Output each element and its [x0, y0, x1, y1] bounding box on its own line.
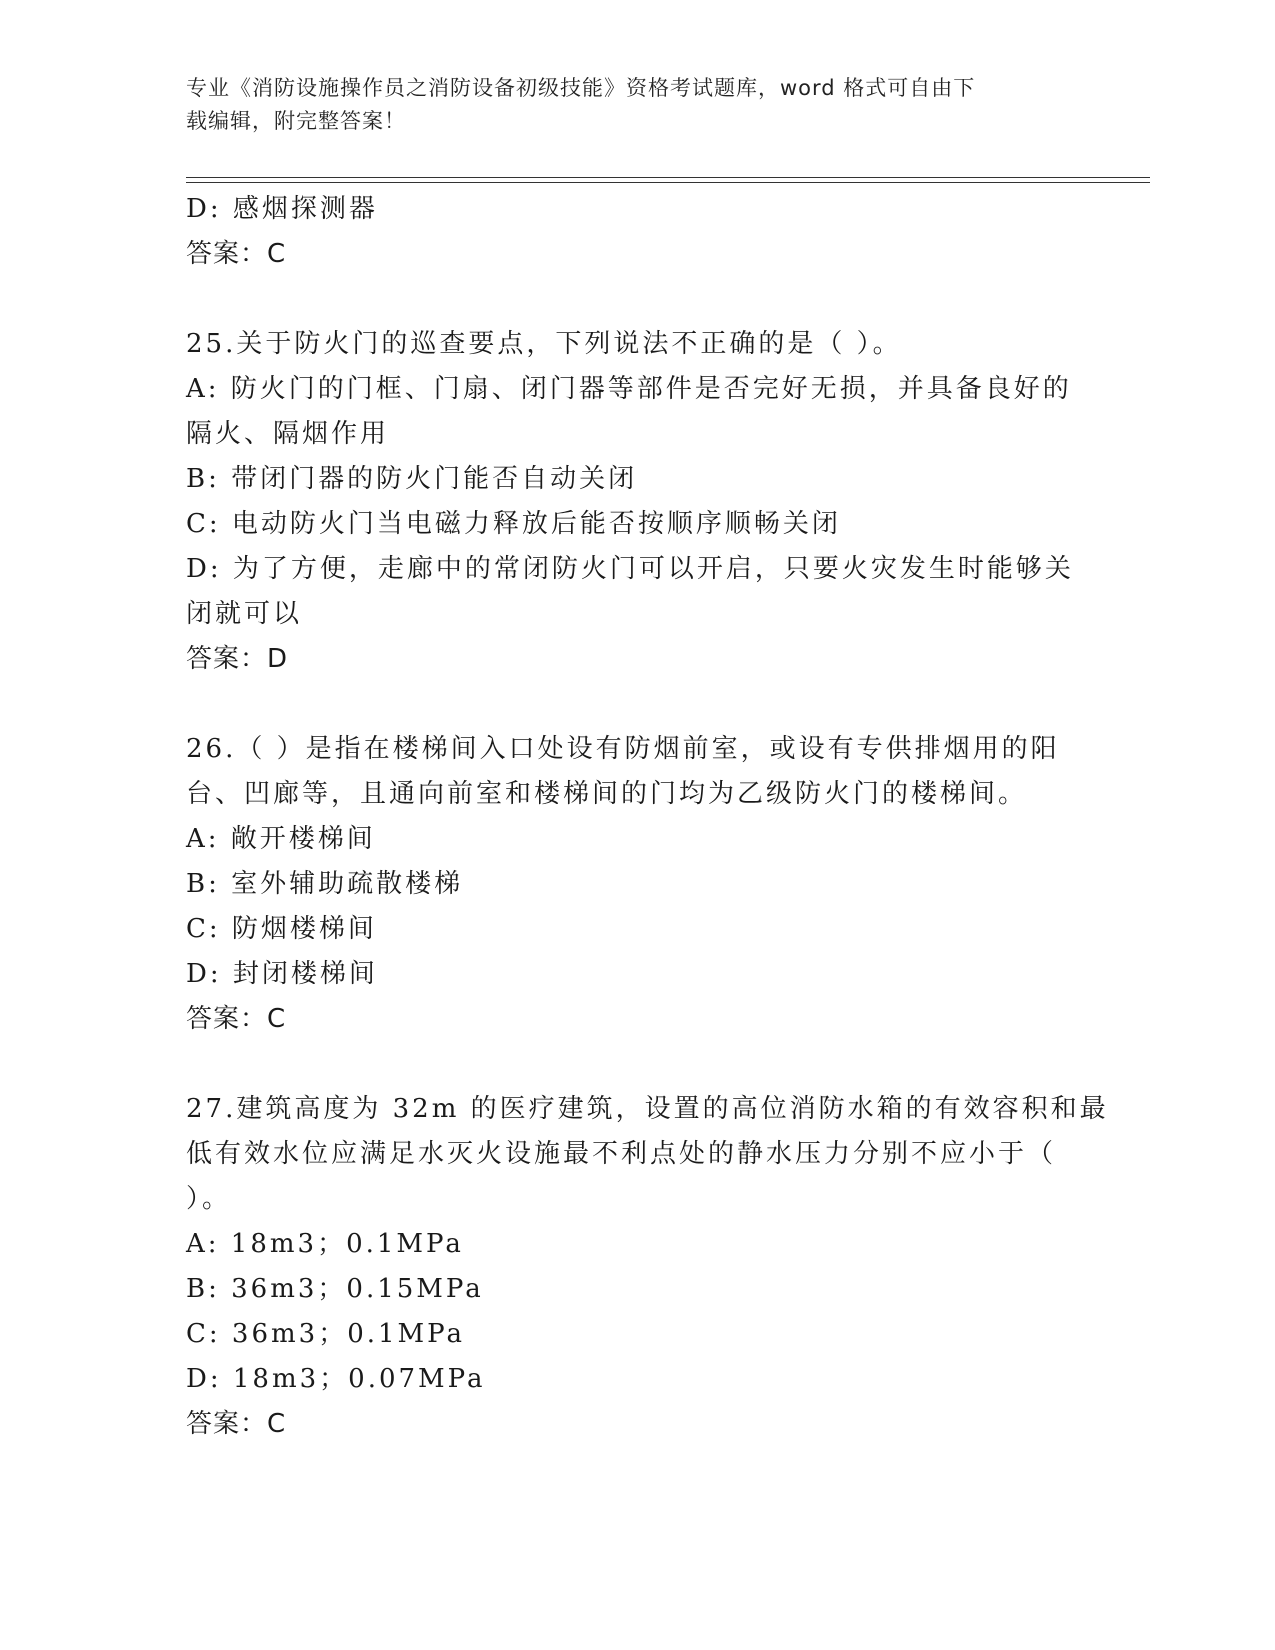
option-b: B: 室外辅助疏散楼梯: [186, 869, 464, 899]
header-line-1: 专业《消防设施操作员之消防设备初级技能》资格考试题库，word 格式可自由下: [186, 76, 976, 100]
question-25: [186, 322, 1086, 682]
answer: 答案：C: [186, 1409, 287, 1439]
option-c: C: 电动防火门当电磁力释放后能否按顺序顺畅关闭: [186, 509, 841, 539]
answer: 答案：D: [186, 644, 289, 674]
option-d: D: 封闭楼梯间: [186, 959, 378, 989]
option-a: A: 敞开楼梯间: [186, 824, 376, 854]
option-d: D: 感烟探测器: [186, 194, 378, 224]
question-stem: 27.建筑高度为 32m 的医疗建筑，设置的高位消防水箱的有效容积和最: [186, 1094, 1109, 1124]
option-a-cont: 隔火、隔烟作用: [186, 419, 390, 449]
header-line-2: 载编辑，附完整答案！: [186, 109, 406, 133]
option-a: A: 防火门的门框、门扇、闭门器等部件是否完好无损，并具备良好的: [186, 374, 1072, 404]
answer: 答案：C: [186, 1004, 287, 1034]
option-d: D: 为了方便，走廊中的常闭防火门可以开启，只要火灾发生时能够关: [186, 554, 1074, 584]
option-d-cont: 闭就可以: [186, 599, 303, 629]
option-b: B: 带闭门器的防火门能否自动关闭: [186, 464, 638, 494]
answer: 答案：C: [186, 239, 287, 269]
option-b: B: 36m3；0.15MPa: [186, 1274, 484, 1304]
question-stem-cont: 低有效水位应满足水灭火设施最不利点处的静水压力分别不应小于（: [186, 1139, 1057, 1169]
header-divider: [186, 177, 1150, 183]
question-24-tail: [186, 187, 1086, 277]
question-27: [186, 1087, 1109, 1447]
question-stem: 25.关于防火门的巡查要点，下列说法不正确的是（ ）。: [186, 329, 902, 359]
question-list: [186, 187, 1109, 1447]
option-c: C: 防烟楼梯间: [186, 914, 377, 944]
option-d: D: 18m3；0.07MPa: [186, 1364, 486, 1394]
question-stem: 26.（ ）是指在楼梯间入口处设有防烟前室，或设有专供排烟用的阳: [186, 734, 1060, 764]
option-a: A: 18m3；0.1MPa: [186, 1229, 464, 1259]
option-c: C: 36m3；0.1MPa: [186, 1319, 465, 1349]
question-stem-cont: 台、凹廊等，且通向前室和楼梯间的门均为乙级防火门的楼梯间。: [186, 779, 1028, 809]
question-26: [186, 727, 1086, 1042]
document-header: [186, 72, 1066, 138]
question-stem-cont: ）。: [186, 1184, 232, 1214]
